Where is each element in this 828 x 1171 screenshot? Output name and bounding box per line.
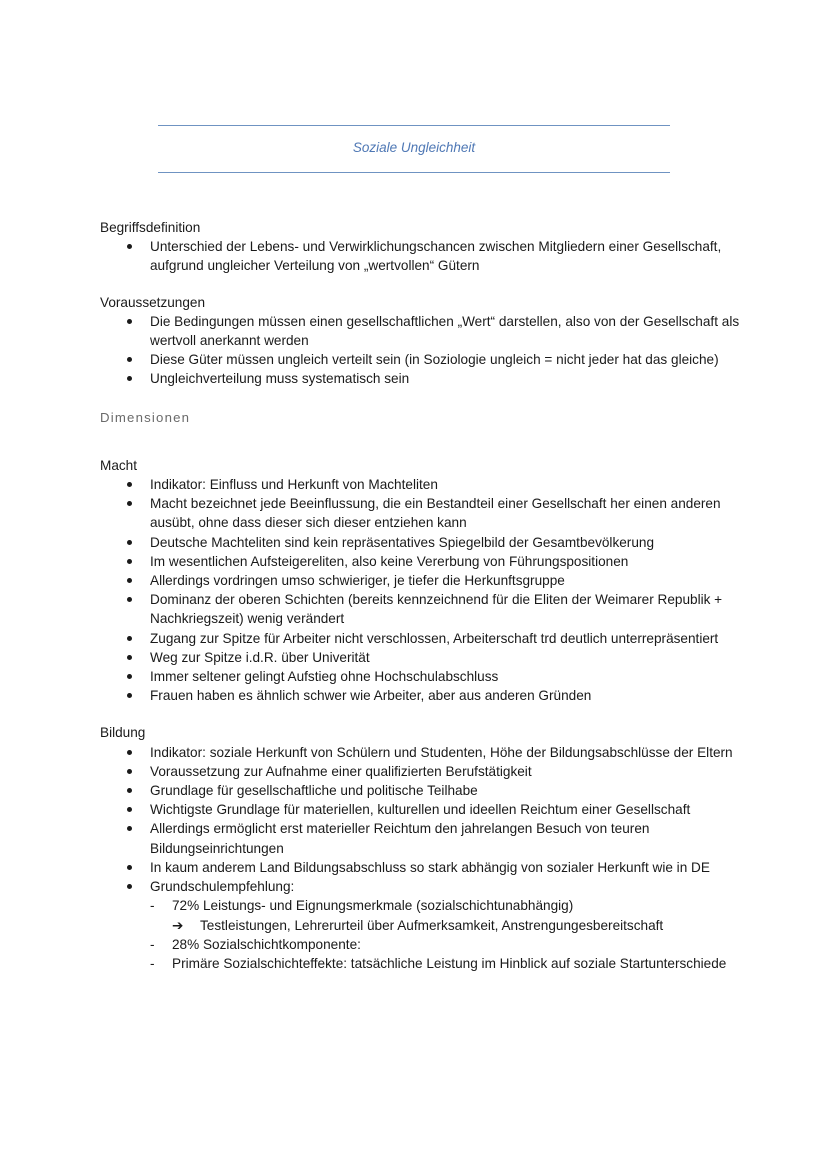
- dash-icon: -: [150, 955, 155, 971]
- bullet-list: [100, 743, 740, 973]
- bullet-icon: [127, 559, 132, 564]
- section-heading: Macht: [100, 457, 138, 473]
- list-item-text: Indikator: Einfluss und Herkunft von Machteliten: [150, 477, 438, 493]
- bullet-icon: [127, 482, 132, 487]
- list-item: [100, 858, 740, 877]
- bullet-icon: [127, 674, 132, 679]
- list-item-text: Deutsche Machteliten sind kein repräsentatives Spiegelbild der Gesamtbevölkerung: [150, 534, 655, 550]
- bullet-icon: [127, 357, 132, 362]
- section-heading-dimensionen: Dimensionen: [100, 409, 191, 425]
- sub-list-item-text: Primäre Sozialschichteffekte: tatsächliche Leistung im Hinblick auf soziale Startunterschiede: [172, 955, 727, 971]
- list-item: [100, 369, 740, 388]
- sub-list: [150, 896, 740, 973]
- arrow-right-icon: ➔: [172, 917, 184, 933]
- bullet-icon: [127, 244, 132, 249]
- list-item: [100, 819, 740, 857]
- list-item-text: Immer seltener gelingt Aufstieg ohne Hochschulabschluss: [150, 669, 499, 685]
- list-item-text: Grundlage für gesellschaftliche und politische Teilhabe: [150, 783, 478, 799]
- list-item: [100, 648, 740, 667]
- bullet-icon: [127, 501, 132, 506]
- list-item-text: Zugang zur Spitze für Arbeiter nicht verschlossen, Arbeiterschaft trd deutlich unterrepräsentiert: [150, 630, 719, 646]
- bullet-icon: [127, 693, 132, 698]
- section-bildung: [100, 723, 740, 973]
- bullet-icon: [127, 769, 132, 774]
- list-item: [100, 667, 740, 686]
- section-macht: [100, 456, 740, 706]
- list-item: [100, 571, 740, 590]
- list-item-text: Ungleichverteilung muss systematisch sein: [150, 371, 410, 387]
- sub-list-item-text: 28% Sozialschichtkomponente:: [172, 936, 361, 952]
- list-item-text: Wichtigste Grundlage für materiellen, kulturellen und ideellen Reichtum einer Gesellschaft: [150, 802, 691, 818]
- section-heading: Voraussetzungen: [100, 294, 206, 310]
- list-item-text: Weg zur Spitze i.d.R. über Univerität: [150, 649, 370, 665]
- list-item-text: Unterschied der Lebens- und Verwirklichungschancen zwischen Mitgliedern einer Gesellschaft, aufgrund ungleicher Verteilung von „wertvollen“ Gütern: [150, 239, 722, 274]
- sub-list-item: [150, 935, 740, 954]
- list-item: [100, 312, 740, 350]
- bullet-icon: [127, 826, 132, 831]
- sub-list-item: [150, 954, 740, 973]
- list-item-text: Indikator: soziale Herkunft von Schülern und Studenten, Höhe der Bildungsabschlüsse der Eltern: [150, 744, 733, 760]
- list-item-text: Frauen haben es ähnlich schwer wie Arbeiter, aber aus anderen Gründen: [150, 688, 592, 704]
- bullet-icon: [127, 540, 132, 545]
- dash-icon: -: [150, 898, 155, 914]
- list-item: [100, 800, 740, 819]
- dash-icon: -: [150, 936, 155, 952]
- bullet-list: [100, 237, 740, 275]
- bullet-icon: [127, 636, 132, 641]
- section-voraussetzungen: [100, 293, 740, 389]
- list-item-text: Allerdings vordringen umso schwieriger, je tiefer die Herkunftsgruppe: [150, 573, 565, 589]
- arrow-note: [172, 916, 740, 935]
- list-item: [100, 686, 740, 705]
- list-item-text: Grundschulempfehlung:: [150, 879, 295, 895]
- bullet-list: [100, 312, 740, 389]
- section-heading: Bildung: [100, 725, 146, 741]
- title-rule-bottom: [158, 172, 670, 173]
- bullet-icon: [127, 807, 132, 812]
- list-item: [100, 350, 740, 369]
- list-item: [100, 533, 740, 552]
- list-item: [100, 475, 740, 494]
- list-item-text: Im wesentlichen Aufsteigereliten, also keine Vererbung von Führungspositionen: [150, 553, 629, 569]
- bullet-icon: [127, 750, 132, 755]
- title-rule-top: [158, 125, 670, 126]
- list-item-text: Diese Güter müssen ungleich verteilt sein (in Soziologie ungleich = nicht jeder hat das gleiche): [150, 352, 719, 368]
- list-item-text: Voraussetzung zur Aufnahme einer qualifizierten Berufstätigkeit: [150, 763, 532, 779]
- list-item: [100, 552, 740, 571]
- bullet-icon: [127, 655, 132, 660]
- list-item: [100, 877, 740, 973]
- list-item: [100, 629, 740, 648]
- list-item: [100, 590, 740, 628]
- bullet-icon: [127, 597, 132, 602]
- bullet-icon: [127, 884, 132, 889]
- list-item: [100, 743, 740, 762]
- section-begriffsdefinition: [100, 218, 740, 276]
- list-item-text: Allerdings ermöglicht erst materieller Reichtum den jahrelangen Besuch von teuren Bildungseinrichtungen: [150, 821, 650, 856]
- bullet-icon: [127, 319, 132, 324]
- list-item-text: In kaum anderem Land Bildungsabschluss so stark abhängig von sozialer Herkunft wie in DE: [150, 859, 710, 875]
- section-heading: Begriffsdefinition: [100, 220, 201, 235]
- list-item: [100, 762, 740, 781]
- bullet-icon: [127, 788, 132, 793]
- bullet-icon: [127, 865, 132, 870]
- arrow-note-text: Testleistungen, Lehrerurteil über Aufmerksamkeit, Anstrengungesbereitschaft: [200, 917, 664, 933]
- bullet-list: [100, 475, 740, 705]
- list-item: [100, 494, 740, 532]
- list-item-text: Die Bedingungen müssen einen gesellschaftlichen „Wert“ darstellen, also von der Gesellschaft als wertvoll anerkannt werden: [150, 313, 740, 349]
- list-item-text: Dominanz der oberen Schichten (bereits kennzeichnend für die Eliten der Weimarer Republik + Nachkriegszeit) wenig verändert: [150, 592, 723, 627]
- list-item: [100, 781, 740, 800]
- list-item: [100, 237, 740, 275]
- sub-list-item: [150, 896, 740, 934]
- page-title: Soziale Ungleichheit: [352, 140, 476, 155]
- list-item-text: Macht bezeichnet jede Beeinflussung, die ein Bestandteil einer Gesellschaft her einen anderen ausübt, ohne dass dieser sich dieser entziehen kann: [150, 496, 721, 531]
- bullet-icon: [127, 578, 132, 583]
- sub-list-item-text: 72% Leistungs- und Eignungsmerkmale (sozialschichtunabhängig): [172, 898, 574, 914]
- bullet-icon: [127, 376, 132, 381]
- document-body: [100, 218, 740, 973]
